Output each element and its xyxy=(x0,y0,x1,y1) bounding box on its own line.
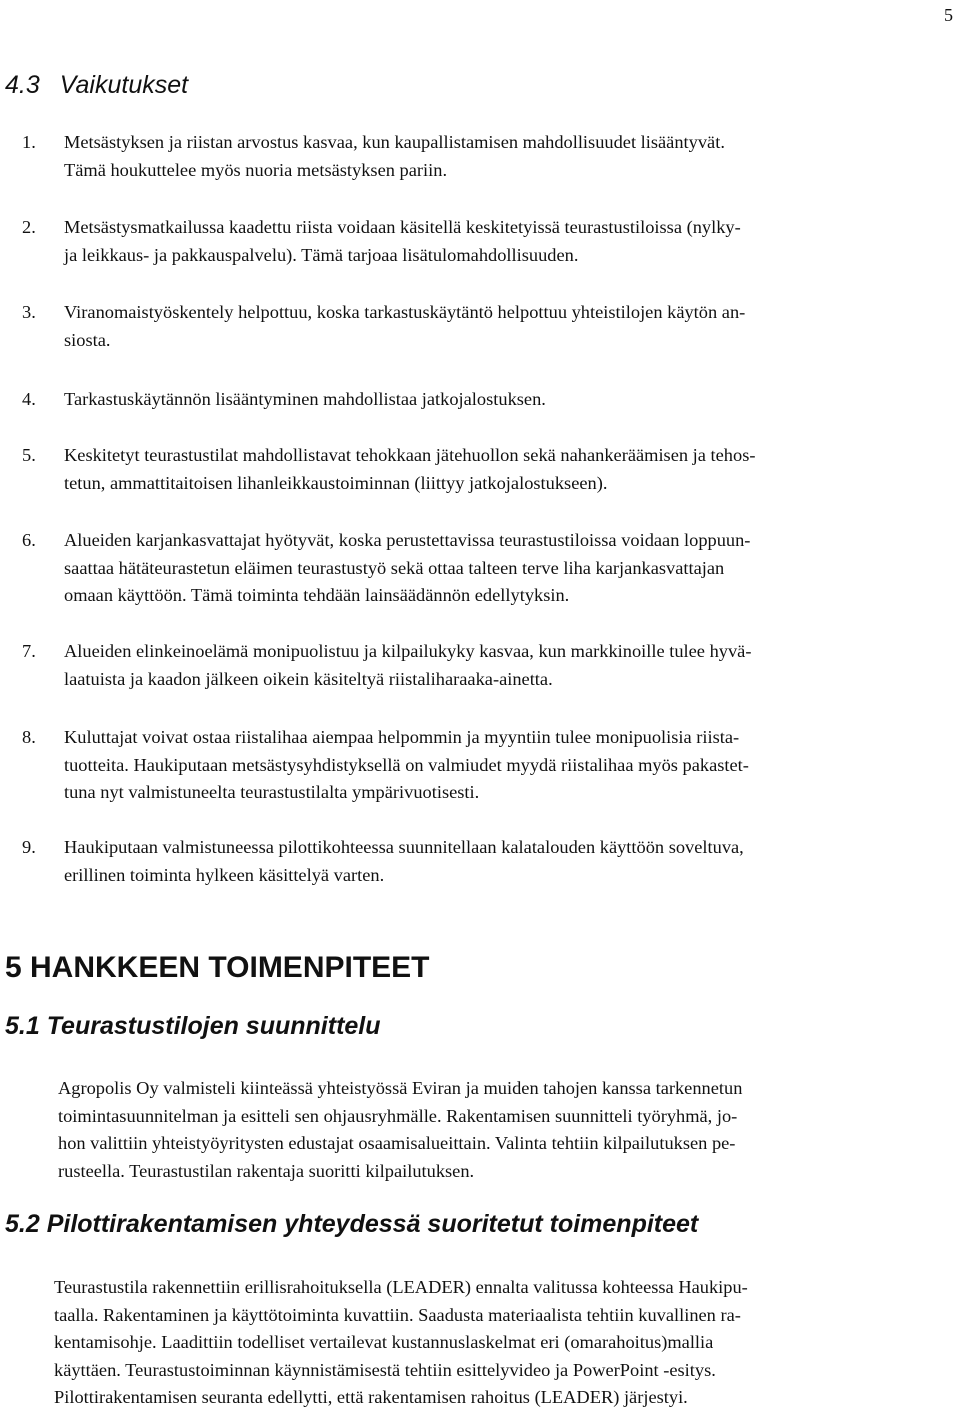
text-line: Haukiputaan valmistuneessa pilottikohteessa suunnitellaan kalatalouden käyttöön soveltuva, xyxy=(64,837,744,857)
list-item-text xyxy=(64,527,947,610)
text-line: käyttäen. Teurastustoiminnan käynnistämisestä tehtiin esittelyvideo ja PowerPoint -esitys. xyxy=(54,1359,716,1380)
text-line: Tämä houkuttelee myös nuoria metsästyksen pariin. xyxy=(64,159,448,180)
text-line: Metsästysmatkailussa kaadettu riista voidaan käsitellä keskitetyissä teurastustiloissa (nylky- xyxy=(64,217,741,237)
section-number: 4.3 xyxy=(5,71,40,99)
list-item-number: 9. xyxy=(22,837,36,857)
text-line: toimintasuunnitelman ja esitteli sen ohjausryhmälle. Rakentamisen suunnitteli työryhmä, jo- xyxy=(58,1105,738,1126)
text-line: saattaa hätäteurastetun eläimen teurastustyö sekä ottaa talteen terve liha karjankasvattajan xyxy=(64,557,725,578)
list-item-number: 6. xyxy=(22,530,36,550)
section-5-2-paragraph xyxy=(54,1274,949,1412)
list-item-number: 3. xyxy=(22,302,36,322)
text-line: Pilottirakentamisen seuranta edellytti, että rakentamisen rahoitus (LEADER) järjestyi. xyxy=(54,1387,688,1407)
list-item-text xyxy=(64,386,947,414)
text-line: taalla. Rakentaminen ja käyttötoiminta kuvattiin. Saadusta materiaalista tehtiin kuvallinen ra- xyxy=(54,1304,741,1325)
list-item-number: 7. xyxy=(22,641,36,661)
list-item-number: 1. xyxy=(22,132,36,152)
section-5-1-paragraph xyxy=(58,1075,953,1185)
text-line: tetun, ammattitaitoisen lihanleikkaustoiminnan (liittyy jatkojalostukseen). xyxy=(64,472,608,493)
text-line: Metsästyksen ja riistan arvostus kasvaa, kun kaupallistamisen mahdollisuudet lisääntyvät. xyxy=(64,132,725,152)
text-line: Keskitetyt teurastustilat mahdollistavat tehokkaan jätehuollon sekä nahankeräämisen ja tehos- xyxy=(64,445,756,465)
list-item xyxy=(22,834,947,889)
list-item-number: 4. xyxy=(22,389,36,409)
list-item xyxy=(22,724,947,807)
text-line: Alueiden karjankasvattajat hyötyvät, koska perustettavissa teurastustiloissa voidaan loppuun- xyxy=(64,530,751,550)
list-item xyxy=(22,386,947,414)
list-item xyxy=(22,129,947,184)
text-line: laatuista ja kaadon jälkeen oikein käsiteltyä riistaliharaaka-ainetta. xyxy=(64,668,553,689)
section-title: Vaikutukset xyxy=(59,71,189,99)
page-number: 5 xyxy=(944,5,953,25)
list-item-text xyxy=(64,834,947,889)
section-heading-5-1: 5.1 Teurastustilojen suunnittelu xyxy=(5,1012,381,1040)
text-line: ja leikkaus- ja pakkauspalvelu). Tämä tarjoaa lisätulomahdollisuuden. xyxy=(64,244,579,265)
text-line: kentamisohje. Laadittiin todelliset vertailevat kustannuslaskelmat eri (omarahoitus)mallia xyxy=(54,1332,714,1352)
text-line: Tarkastuskäytännön lisääntyminen mahdollistaa jatkojalostuksen. xyxy=(64,389,546,409)
text-line: Kuluttajat voivat ostaa riistalihaa aiempaa helpommin ja myyntiin tulee monipuolisia riista- xyxy=(64,727,740,747)
list-item-number: 8. xyxy=(22,727,36,747)
section-heading-4-3 xyxy=(5,70,188,100)
list-item xyxy=(22,214,947,269)
text-line: tuotteita. Haukiputaan metsästysyhdistyksellä on valmiudet myydä riistalihaa myös pakastet- xyxy=(64,754,749,775)
text-line: erillinen toiminta hylkeen käsittelyä varten. xyxy=(64,864,385,885)
text-line: Teurastustila rakennettiin erillisrahoituksella (LEADER) ennalta valitussa kohteessa Haukipu- xyxy=(54,1277,748,1297)
text-line: siosta. xyxy=(64,329,111,350)
list-item-number: 5. xyxy=(22,445,36,465)
text-line: hon valittiin yhteistyöyritysten edustajat osaamisalueittain. Valinta tehtiin kilpailutuksen pe- xyxy=(58,1133,736,1153)
chapter-heading: 5 HANKKEEN TOIMENPITEET xyxy=(5,951,430,984)
text-line: tuna nyt valmistuneelta teurastustilalta ympärivuotisesti. xyxy=(64,782,480,802)
list-item xyxy=(22,527,947,610)
text-line: omaan käyttöön. Tämä toiminta tehdään lainsäädännön edellytyksin. xyxy=(64,585,570,605)
list-item-text xyxy=(64,442,947,497)
list-item-number: 2. xyxy=(22,217,36,237)
text-line: Agropolis Oy valmisteli kiinteässä yhteistyössä Eviran ja muiden tahojen kanssa tarkennetun xyxy=(58,1078,743,1098)
list-item xyxy=(22,299,947,354)
list-item-text xyxy=(64,638,947,693)
list-item xyxy=(22,442,947,497)
section-heading-5-2: 5.2 Pilottirakentamisen yhteydessä suoritetut toimenpiteet xyxy=(5,1210,699,1238)
list-item-text xyxy=(64,129,947,184)
list-item-text xyxy=(64,724,947,807)
text-line: rusteella. Teurastustilan rakentaja suoritti kilpailutuksen. xyxy=(58,1160,475,1181)
text-line: Viranomaistyöskentely helpottuu, koska tarkastuskäytäntö helpottuu yhteistilojen käytön an- xyxy=(64,302,746,322)
list-item-text xyxy=(64,299,947,354)
list-item-text xyxy=(64,214,947,269)
list-item xyxy=(22,638,947,693)
text-line: Alueiden elinkeinoelämä monipuolistuu ja kilpailukyky kasvaa, kun markkinoille tulee hyvä- xyxy=(64,641,752,661)
